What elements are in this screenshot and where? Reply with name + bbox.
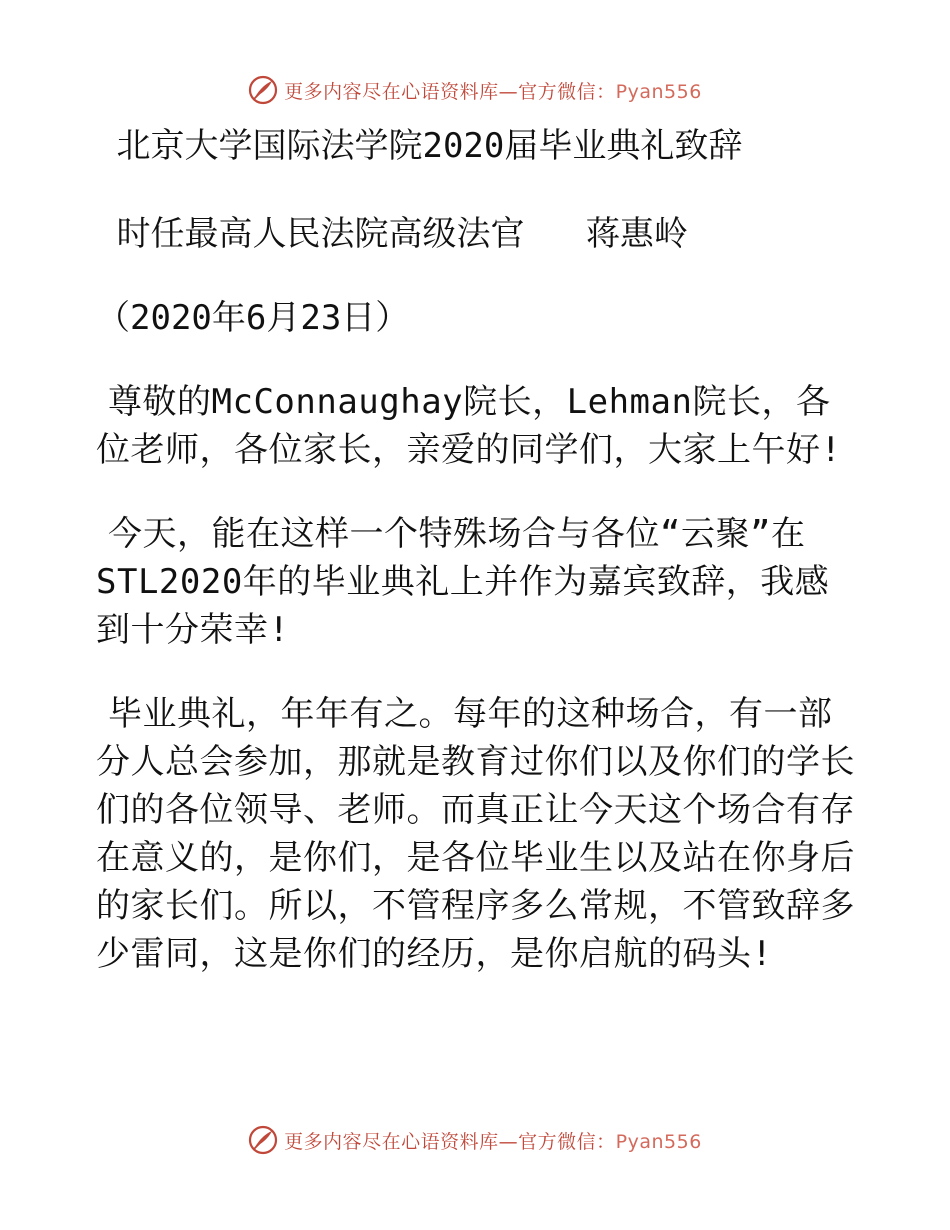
paragraph-intro: 今天，能在这样一个特殊场合与各位“云聚”在STL2020年的毕业典礼上并作为嘉宾致辞，我感到十分荣幸! [96,514,830,650]
wechat-id: Pyan556 [615,80,702,103]
paragraph-greeting: 尊敬的McConnaughay院长，Lehman院长，各位老师，各位家长，亲爱的同学们，大家上午好! [96,382,842,470]
watermark-header [0,70,950,110]
watermark-text: 更多内容尽在心语资料库—官方微信：Pyan556 [284,80,702,103]
feather-logo-icon [248,75,278,105]
document-author: 时任最高人民法院高级法官 蒋惠岭 [96,214,688,254]
paragraph-main: 毕业典礼，年年有之。每年的这种场合，有一部分人总会参加，那就是教育过你们以及你们的学长们的各位领导、老师。而真正让今天这个场合有存在意义的，是你们，是各位毕业生以及站在你身后的家长们。所以，不管程序多么常规，不管致辞多少雷同，这是你们的经历，是你启航的码头! [96,694,855,974]
feather-logo-icon [248,1125,278,1155]
document-date: （2020年6月23日） [96,298,410,338]
document-body [96,122,856,1014]
watermark-footer [0,1120,950,1160]
watermark-text: 更多内容尽在心语资料库—官方微信：Pyan556 [284,1130,702,1153]
document-title: 北京大学国际法学院2020届毕业典礼致辞 [96,126,743,166]
wechat-id: Pyan556 [615,1130,702,1153]
